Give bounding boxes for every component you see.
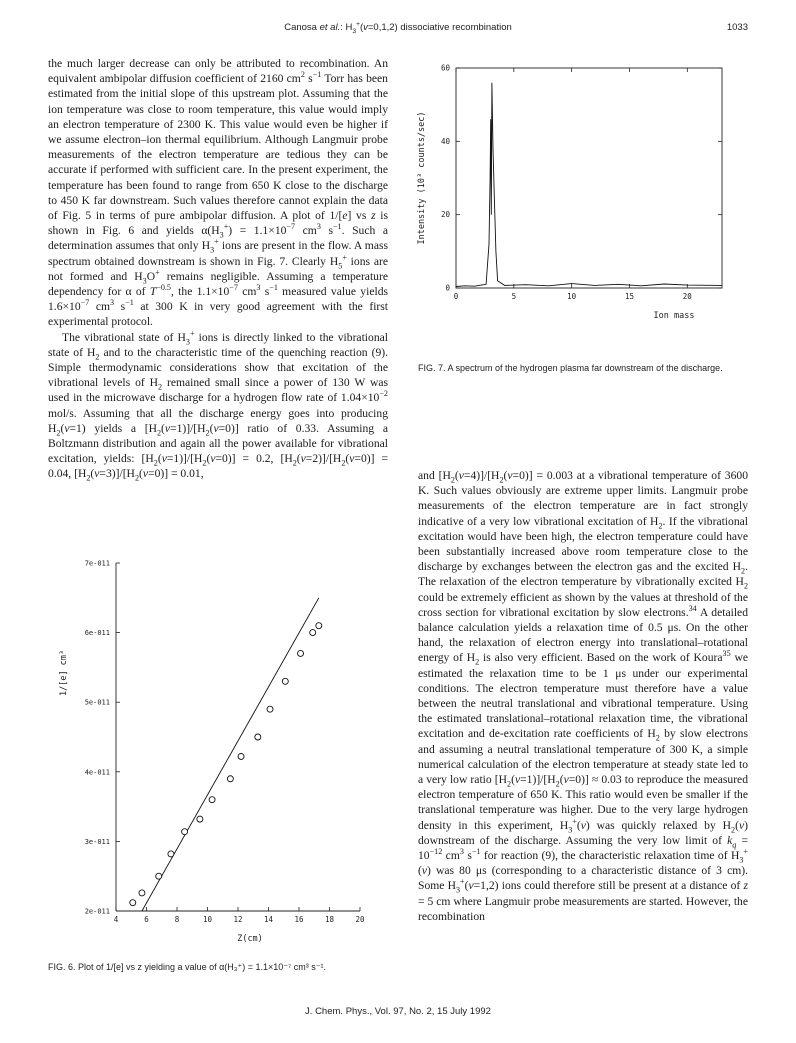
fig6-data-point [227,776,233,782]
fig6-x-tick-label: 12 [233,915,243,924]
fig7-y-axis-label: Intensity (10³ counts/sec) [417,111,427,245]
fig6-data-point [267,706,273,712]
fig6-data-point [182,829,188,835]
fig6-y-tick-label: 5e-011 [84,698,110,707]
fig7-chart [404,50,754,350]
fig6-data-point [255,734,261,740]
fig7-x-tick-label: 15 [624,292,634,301]
fig6-data-point [209,797,215,803]
fig7-y-tick-label: 40 [440,136,450,146]
fig6-x-tick-label: 6 [144,915,149,924]
fig6-x-tick-label: 4 [113,915,119,924]
fig7-y-tick-label: 60 [440,63,450,73]
fig7-y-tick-label: 20 [440,210,450,220]
fig6-x-tick-label: 20 [355,915,365,924]
fig6-x-tick-label: 18 [324,915,335,924]
left-column [48,56,388,482]
fig6-data-point [316,623,322,629]
running-title: Canosa et al.: $H_3^+(v=0,1,2)$ dissociative recombination [284,20,512,35]
fig6-x-axis-label: Z(cm) [237,934,263,944]
fig7-x-tick-label: 5 [511,292,517,301]
fig6-y-tick-label: 2e-011 [84,907,110,916]
fig6-x-tick-label: 8 [174,915,180,924]
fig6-data-point [282,678,288,684]
fig7-x-axis-label: Ion mass [653,311,695,321]
fig6-data-point [310,630,316,636]
left-paragraph-1: the much larger decrease can only be attributed to recombination. An equivalent ambipolar diffusion coefficient of 2160 $cm^2$ $s^{-1}$ Torr has been estimated from the initial slope of this upstream plot. Assuming that the ion temperature was close to room temperature, this value would imply an electron temperature of 2300 K. This value would even be higher if we assume electron–ion thermal equilibrium. Although Langmuir probe measurements of the electron temperature are tedious they can be accurate if performed with sufficient care. In the present experiment, the temperature has been found to range from 650 K close to the discharge to 450 K far downstream. Such values therefore cannot explain the data of Fig. 5 in terms of pure ambipolar diffusion. A plot of 1/[e] vs z is shown in Fig. 6 and yields $\alpha(H_3^+) = 1.1\times 10^{-7}$ $cm^3$ $s^{-1}$. Such a determination assumes that only $H_3^+$ ions are present in the flow. A mass spectrum obtained downstream is shown in Fig. 7. Clearly $H_5^+$ ions are not formed and $H_3O^+$ remains negligible. Assuming a temperature dependency for α of $T^{-0.5}$, the $1.1\times 10^{-7}$ $cm^3$ $s^{-1}$ measured value yields $1.6\times 10^{-7}$ $cm^3$ $s^{-1}$ at 300 K in very good agreement with the first experimental protocol. [48,57,389,329]
fig6-data-point [139,890,145,896]
left-paragraph-2: The vibrational state of $H_3^+$ ions is directly linked to the vibrational state of $H_2$ and to the characteristic time of the quenching reaction (9). Simple thermodynamic considerations show that excitation of the vibrational levels of $H_2$ remained small since a power of 130 W was used in the microwave discharge for a hydrogen flow rate of $1.04\times 10^{-2}$ mol/s. Assuming that all the discharge energy goes into producing $H_2(v=1)$ yields a $[H_2(v=1)]/[H_2(v=0)]$ ratio of 0.33. Assuming a Boltzmann distribution and again all the power available for vibrational excitation, yields: $[H_2(v=1)]/[H_2(v=0)] = 0.2$, $[H_2(v=2)]/[H_2(v=0)] = 0.04$, $[H_2(v=3)]/[H_2(v=0)] = 0.01$, [48,328,389,483]
fig7-y-tick-label: 0 [445,283,450,293]
fig7-x-tick-label: 10 [567,292,577,301]
fig6-data-point [130,900,136,906]
fig7-x-tick-label: 20 [682,292,692,301]
fig6-x-tick-label: 10 [202,915,213,924]
fig6-y-axis-label: 1/[e] cm³ [59,649,69,697]
page-footer: J. Chem. Phys., Vol. 97, No. 2, 15 July 1992 [305,1006,491,1017]
fig6-data-point [156,873,162,879]
fig6-x-tick-label: 16 [294,915,304,924]
fig6-data-point [238,753,244,759]
fig6-fit-line [142,598,319,911]
running-header [48,22,748,36]
fig7-spectrum-line [456,83,722,287]
right-column [418,468,748,924]
fig7-caption: FIG. 7. A spectrum of the hydrogen plasma far downstream of the discharge. [418,363,723,373]
fig6-chart [48,553,388,958]
fig6-x-tick-label: 14 [263,915,274,924]
right-paragraph-1: and $[H_2(v=4)]/[H_2(v=0)] = 0.003$ at a vibrational temperature of 3600 K. Such values obviously are extreme upper limits. Langmuir probe measurements of the electron temperature are in fact strongly indicative of a very low vibrational excitation of $H_2$. If the vibrational excitation would have been high, the electron temperature could have been substantially increased above room temperature close to the discharge by exchanges between the electron gas and the excited $H_2$. The relaxation of the electron temperature by vibrationally excited $H_2$ could be extremely efficient as shown by the values at threshold of the cross section for vibrational excitation by slow electrons.$^{34}$ A detailed balance calculation yields a relaxation time of 0.5 μs. On the other hand, the relaxation of electron energy into translational–rotational energy of $H_2$ is also very efficient. Based on the work of Koura$^{35}$ we estimated the relaxation time to be 1 μs under our experimental conditions. The electron temperature must therefore have a value between the neutral translational and vibrational temperature. Using the estimated translational–rotational relaxation time, the vibrational excitation and de-excitation rate coefficients of $H_2$ by slow electrons and assuming a neutral translational temperature of 300 K, a simple numerical calculation of the electron temperature at steady state led to a very low ratio $[H_2(v=1)]/[H_2(v=0)] \approx 0.03$ to reproduce the measured electron temperature of 650 K. This ratio would even be smaller if the translational temperature was higher. Due to the very large hydrogen density in this experiment, $H_3^+(v)$ was quickly relaxed by $H_2(v)$ downstream of the discharge. Assuming the very low limit of $k_q = 10^{-12}$ $cm^3$ $s^{-1}$ for reaction (9), the characteristic relaxation time of $H_3^+(v)$ was 80 μs (corresponding to a characteristic distance of 3 cm). Some $H_3^+(v=1,2)$ ions could therefore still be present at a distance of z = 5 cm where Langmuir probe measurements are started. However, the recombination [418,469,749,923]
fig6-y-tick-label: 4e-011 [84,768,110,777]
fig6-data-point [298,650,304,656]
fig6-caption: FIG. 6. Plot of 1/[e] vs z yielding a value of α(H₃⁺) = 1.1×10⁻⁷ cm³ s⁻¹. [48,962,326,972]
fig6-y-tick-label: 7e-011 [84,559,110,568]
fig6-y-tick-label: 6e-011 [84,629,110,638]
fig6-data-point [168,851,174,857]
fig7-spectrum [404,50,754,350]
fig6-plot [48,553,388,958]
page-number: 1033 [726,22,748,33]
fig6-y-tick-label: 3e-011 [84,837,110,846]
fig7-x-tick-label: 0 [453,292,459,301]
fig6-data-point [197,816,203,822]
